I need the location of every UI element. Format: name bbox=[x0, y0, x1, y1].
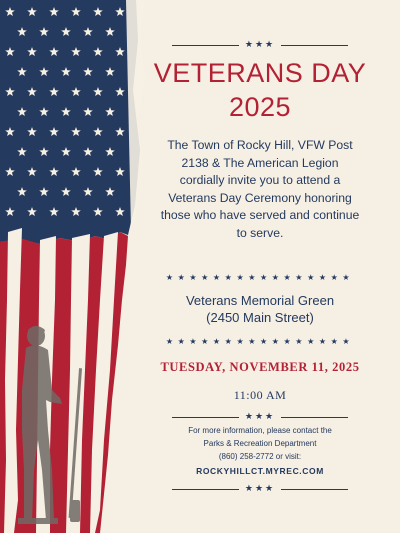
star-icon: ★★★ bbox=[244, 40, 276, 50]
invitation-line: The Town of Rocky Hill, VFW Post bbox=[167, 138, 353, 152]
invitation-line: to serve. bbox=[236, 225, 284, 240]
info-line: (860) 258-2772 or visit: bbox=[218, 452, 302, 461]
event-time: 11:00 AM bbox=[233, 388, 287, 402]
location-name: Veterans Memorial Green bbox=[185, 293, 335, 308]
top-ornament bbox=[150, 40, 370, 50]
invitation-line: Veterans Day Ceremony honoring bbox=[168, 190, 352, 205]
contact-info bbox=[150, 424, 370, 463]
american-flag-illustration bbox=[0, 0, 145, 533]
star-divider: ★★★★★★★★★★★★★★★★ bbox=[165, 273, 355, 282]
location-address: (2450 Main Street) bbox=[206, 310, 314, 325]
info-line: For more information, please contact the bbox=[188, 426, 332, 435]
title-year: 2025 bbox=[228, 92, 292, 122]
website-link[interactable]: ROCKYHILLCT.MYREC.COM bbox=[196, 466, 324, 476]
flyer-content bbox=[150, 0, 370, 533]
invitation-line: cordially invite you to attend a bbox=[179, 173, 341, 187]
middle-ornament bbox=[150, 412, 370, 422]
star-divider: ★★★★★★★★★★★★★★★★ bbox=[165, 337, 355, 346]
star-icon: ★★★ bbox=[244, 484, 276, 494]
event-date: TUESDAY, NOVEMBER 11, 2025 bbox=[160, 360, 360, 374]
info-line: Parks & Recreation Department bbox=[203, 439, 317, 448]
bottom-ornament bbox=[150, 484, 370, 494]
invitation-line: those who have served and continue bbox=[160, 208, 360, 222]
invitation-line: 2138 & The American Legion bbox=[181, 155, 339, 170]
star-icon: ★★★ bbox=[244, 412, 276, 422]
invitation-text bbox=[150, 137, 370, 242]
page-title: VETERANS DAY bbox=[153, 58, 367, 88]
